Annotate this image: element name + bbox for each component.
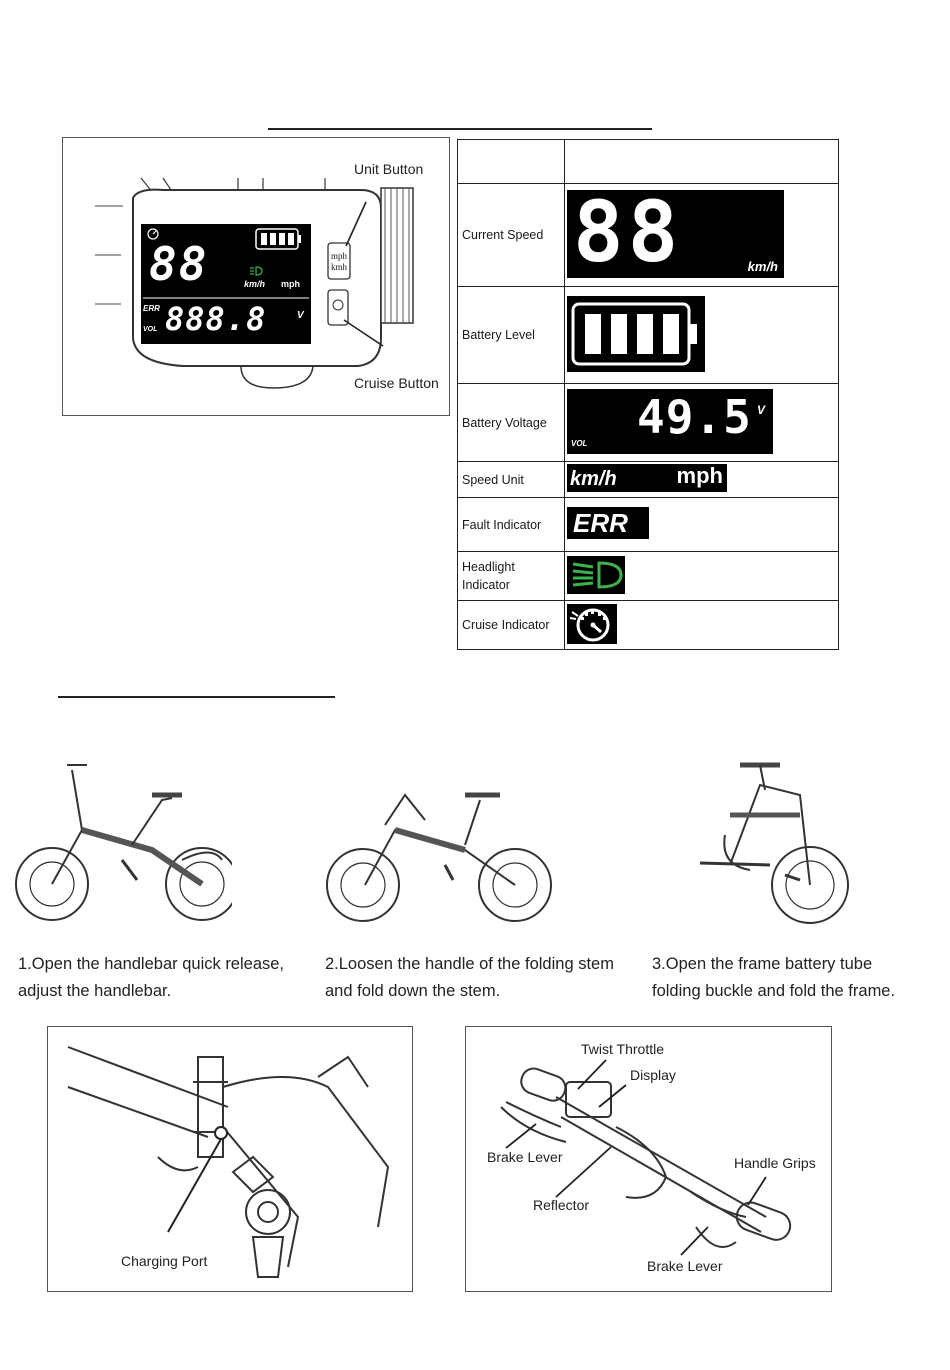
section-rule-display [268, 128, 652, 130]
voltage-sample-prefix: VOL [571, 438, 588, 448]
row-label-speed-unit: Speed Unit [458, 462, 565, 498]
step-2-line-1: 2.Loosen the handle of the folding stem [325, 955, 614, 973]
folding-step-2-caption [325, 951, 645, 1005]
step-1-line-1: 1.Open the handlebar quick release, [18, 955, 285, 973]
step-3-line-2: folding buckle and fold the frame. [652, 982, 896, 1000]
charging-port-panel [47, 1026, 413, 1292]
lcd-err-label: ERR [143, 304, 160, 313]
battery-voltage-sample [565, 384, 839, 462]
row-current-speed [458, 184, 839, 287]
battery-level-sample [565, 287, 839, 384]
charging-port-label: Charging Port [121, 1253, 208, 1269]
row-battery-level [458, 287, 839, 384]
step-2-line-2: and fold down the stem. [325, 982, 501, 1000]
cruise-icon [567, 604, 617, 644]
lcd-mph-label: mph [281, 279, 300, 289]
fault-indicator-sample [565, 498, 839, 552]
lcd-vol-label: VOL [143, 326, 158, 333]
step-3-line-1: 3.Open the frame battery tube [652, 955, 873, 973]
handle-grips-label: Handle Grips [734, 1155, 816, 1171]
folding-step-1-caption [18, 951, 318, 1005]
unit-button-label: Unit Button [354, 161, 424, 177]
row-battery-voltage [458, 384, 839, 462]
row-cruise-indicator [458, 601, 839, 650]
row-headlight-indicator [458, 552, 839, 601]
fault-code: ERR [573, 508, 628, 538]
current-speed-sample [565, 184, 839, 287]
cruise-button-label: Cruise Button [354, 375, 439, 391]
lcd-voltage-digits: 888.8 [165, 300, 267, 338]
header-cell-empty-1 [458, 140, 565, 184]
reflector-label: Reflector [533, 1197, 590, 1213]
headlight-label-line1: Headlight [462, 560, 515, 574]
cruise-indicator-sample [565, 601, 839, 650]
row-label-fault-indicator: Fault Indicator [458, 498, 565, 552]
indicator-header-row [458, 140, 839, 184]
indicator-table [457, 139, 839, 650]
headlight-label-line2: Indicator [462, 578, 510, 592]
lcd-v-label: V [297, 310, 304, 321]
speed-sample-digits: 88 [573, 182, 683, 281]
row-label-headlight-indicator [458, 552, 565, 601]
unit-button-text-kmh: kmh [330, 262, 347, 272]
row-speed-unit [458, 462, 839, 498]
speed-unit-sample [565, 462, 839, 498]
header-cell-empty-2 [565, 140, 839, 184]
speed-sample-unit: km/h [747, 258, 778, 274]
bike-illustration-step-1 [12, 750, 232, 928]
step-1-line-2: adjust the handlebar. [18, 982, 172, 1000]
voltage-sample-unit: V [756, 402, 765, 417]
folding-step-3-caption [652, 951, 950, 1005]
row-label-battery-voltage: Battery Voltage [458, 384, 565, 462]
row-label-cruise-indicator: Cruise Indicator [458, 601, 565, 650]
unit-button-text-mph: mph [330, 251, 347, 261]
row-label-battery-level: Battery Level [458, 287, 565, 384]
battery-level-icon [567, 296, 705, 372]
speed-unit-mph: mph [676, 463, 723, 488]
headlight-indicator-sample [565, 552, 839, 601]
lcd-kmh-label: km/h [244, 279, 266, 289]
bike-illustration-step-2 [325, 780, 555, 928]
speed-unit-kmh: km/h [570, 468, 617, 490]
display-label: Display [630, 1067, 676, 1083]
frame-joint-drawing [48, 1027, 414, 1293]
brake-lever-left-label: Brake Lever [487, 1149, 563, 1165]
voltage-sample-value: 49.5 [637, 389, 752, 444]
bike-illustration-step-3 [690, 755, 860, 930]
headlight-icon [567, 556, 625, 594]
row-fault-indicator [458, 498, 839, 552]
row-label-current-speed: Current Speed [458, 184, 565, 287]
brake-lever-bottom-label: Brake Lever [647, 1258, 723, 1274]
lcd-speed-digits: 88 [149, 237, 209, 291]
handlebar-panel [465, 1026, 832, 1292]
display-diagram-panel [62, 137, 450, 416]
section-rule-folding [58, 696, 335, 698]
twist-throttle-label: Twist Throttle [581, 1041, 664, 1057]
